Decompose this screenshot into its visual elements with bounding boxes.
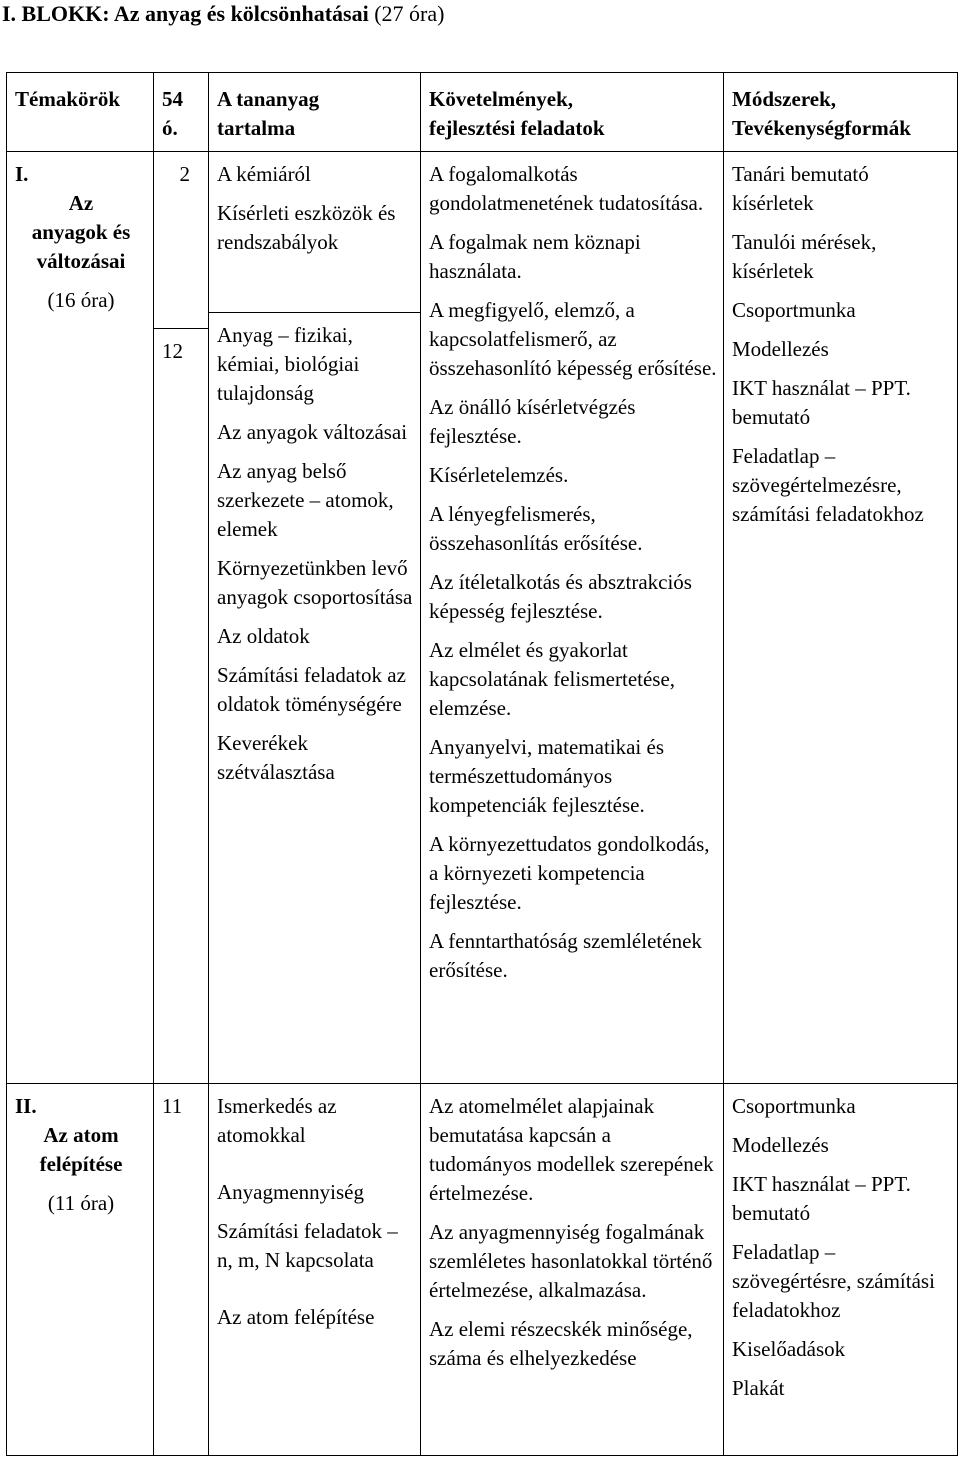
content-item: Az anyag belső szerkezete – atomok, elemek xyxy=(217,459,394,541)
header-requirements: Követelmények, fejlesztési feladatok xyxy=(421,73,724,152)
table-row xyxy=(7,1084,958,1456)
requirements-cell-2 xyxy=(421,1084,724,1456)
method-item: IKT használat – PPT. bemutató xyxy=(732,1172,911,1225)
methods-cell-1 xyxy=(724,152,958,1084)
header-content: A tananyag tartalma xyxy=(209,73,421,152)
hours-value: 2 xyxy=(179,162,190,186)
content-item: Kísérleti eszközök és rendszabályok xyxy=(217,201,396,254)
content-cell-2 xyxy=(209,1084,421,1456)
requirement-item: A fogalmak nem köznapi használata. xyxy=(429,230,641,283)
topic-title-line: változásai xyxy=(36,249,126,273)
block-title xyxy=(0,0,960,28)
requirement-item: Az elemi részecskék minősége, száma és elhelyezkedése xyxy=(429,1317,693,1370)
method-item: Csoportmunka xyxy=(732,298,856,322)
method-item: Tanulói mérések, kísérletek xyxy=(732,230,877,283)
content-item: Az anyagok változásai xyxy=(217,420,408,444)
method-item: Modellezés xyxy=(732,337,829,361)
requirement-item: Az elmélet és gyakorlat kapcsolatának felismertetése, elemzése. xyxy=(429,638,676,720)
topic-title-line: Az atom xyxy=(43,1123,119,1147)
method-item: Plakát xyxy=(732,1376,785,1400)
requirement-item: Anyanyelvi, matematikai és természettudományos kompetenciák fejlesztése. xyxy=(429,735,665,817)
requirement-item: Az ítéletalkotás és absztrakciós képesség fejlesztése. xyxy=(429,570,692,623)
block-title-main: I. BLOKK: Az anyag és kölcsönhatásai xyxy=(2,1,369,26)
table-row xyxy=(7,152,958,1084)
requirement-item: A fogalomalkotás gondolatmenetének tudatosítása. xyxy=(429,162,704,215)
header-hours: 54 ó. xyxy=(154,73,209,152)
topic-hours: (11 óra) xyxy=(47,1191,115,1215)
content-item: Az oldatok xyxy=(217,624,310,648)
hours-value: 11 xyxy=(162,1094,183,1118)
requirement-item: Az anyagmennyiség fogalmának szemléletes hasonlatokkal történő értelmezése, alkalmazása. xyxy=(429,1220,713,1302)
content-item: Anyag – fizikai, kémiai, biológiai tulajdonság xyxy=(217,323,360,405)
requirement-item: A fenntarthatóság szemléletének erősítése. xyxy=(429,929,702,982)
requirement-item: A lényegfelismerés, összehasonlítás erősítése. xyxy=(429,502,643,555)
content-cell-1 xyxy=(209,152,421,1084)
content-item: Anyagmennyiség xyxy=(217,1180,364,1204)
method-item: Feladatlap – szövegértelmezésre, számítási feladatokhoz xyxy=(732,444,924,526)
hours-cell-2 xyxy=(154,1084,209,1456)
block-title-hours: (27 óra) xyxy=(374,1,445,26)
content-item: Ismerkedés az atomokkal xyxy=(217,1094,337,1147)
content-item: Számítási feladatok az oldatok töménységére xyxy=(217,663,406,716)
content-item: Keverékek szétválasztása xyxy=(217,731,335,784)
topic-number: II. xyxy=(15,1094,37,1118)
content-item: Az atom felépítése xyxy=(217,1305,375,1329)
content-item: Számítási feladatok – n, m, N kapcsolata xyxy=(217,1219,398,1272)
requirement-item: A környezettudatos gondolkodás, a környezeti kompetencia fejlesztése. xyxy=(429,832,710,914)
header-methods: Módszerek, Tevékenységformák xyxy=(724,73,958,152)
hours-value: 12 xyxy=(162,339,183,363)
methods-cell-2 xyxy=(724,1084,958,1456)
method-item: Tanári bemutató kísérletek xyxy=(732,162,869,215)
header-row xyxy=(7,73,958,152)
topic-title-line: felépítése xyxy=(39,1152,123,1176)
hours-cell-1 xyxy=(154,152,209,1084)
topic-hours: (16 óra) xyxy=(47,288,115,312)
content-item: Környezetünkben levő anyagok csoportosítása xyxy=(217,556,413,609)
curriculum-table xyxy=(6,72,958,1456)
topic-cell-1 xyxy=(7,152,154,1084)
requirement-item: Az önálló kísérletvégzés fejlesztése. xyxy=(429,395,636,448)
method-item: Kiselőadások xyxy=(732,1337,846,1361)
requirement-item: A megfigyelő, elemző, a kapcsolatfelismerő, az összehasonlító képesség erősítése. xyxy=(429,298,717,380)
requirement-item: Az atomelmélet alapjainak bemutatása kapcsán a tudományos modellek szerepének értelmezése. xyxy=(429,1094,714,1205)
method-item: Csoportmunka xyxy=(732,1094,856,1118)
content-title: A kémiáról xyxy=(217,162,311,186)
topic-title-line: Az xyxy=(68,191,94,215)
method-item: IKT használat – PPT. bemutató xyxy=(732,376,911,429)
topic-cell-2 xyxy=(7,1084,154,1456)
header-topics: Témakörök xyxy=(7,73,154,152)
topic-title-line: anyagok és xyxy=(31,220,131,244)
topic-number: I. xyxy=(15,162,29,186)
method-item: Feladatlap – szövegértésre, számítási feladatokhoz xyxy=(732,1240,935,1322)
requirements-cell-1 xyxy=(421,152,724,1084)
requirement-item: Kísérletelemzés. xyxy=(429,463,569,487)
method-item: Modellezés xyxy=(732,1133,829,1157)
